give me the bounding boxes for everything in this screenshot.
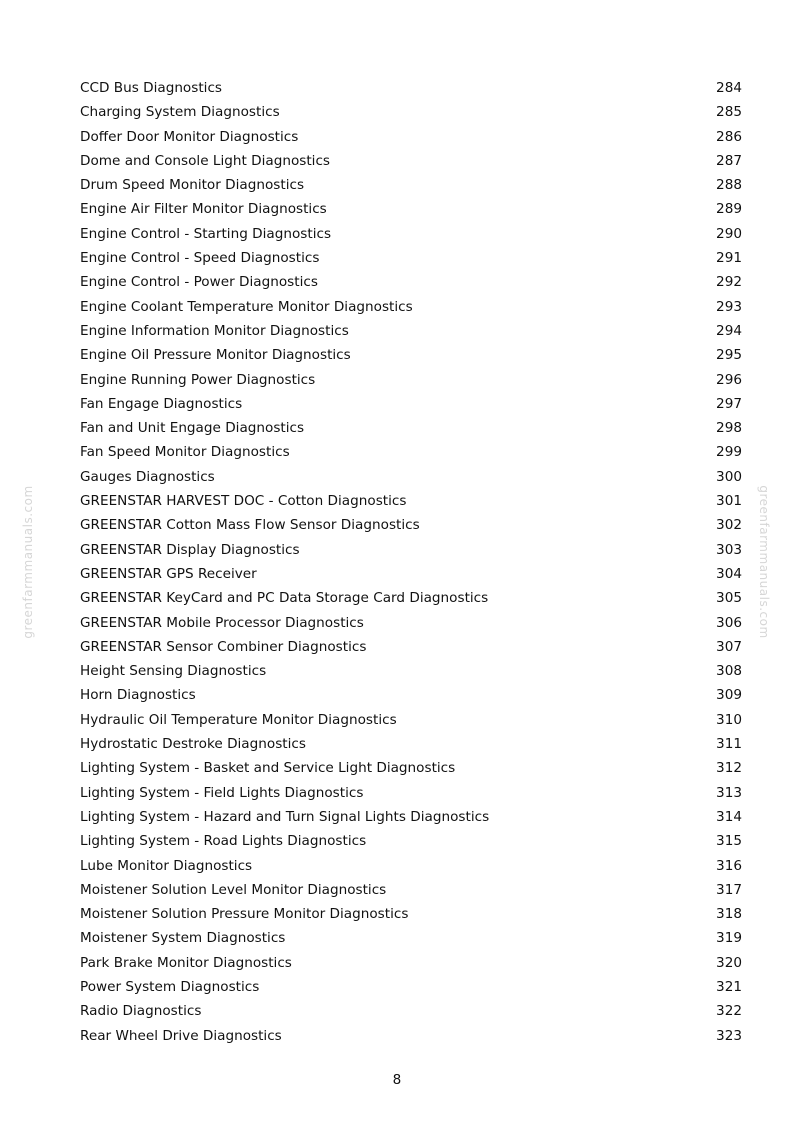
toc-entry-page: 295 xyxy=(716,347,742,364)
toc-entry-page: 315 xyxy=(716,833,742,850)
toc-entry-title: Moistener Solution Pressure Monitor Diagnostics xyxy=(80,906,409,923)
toc-entry-page: 288 xyxy=(716,177,742,194)
table-of-contents xyxy=(80,76,742,1048)
toc-entry-page: 297 xyxy=(716,395,742,412)
toc-entry-page: 316 xyxy=(716,857,742,874)
toc-entry-page: 298 xyxy=(716,420,742,437)
toc-entry-page: 322 xyxy=(716,1003,742,1020)
toc-entry[interactable] xyxy=(80,708,742,732)
toc-entry[interactable] xyxy=(80,732,742,756)
toc-entry-page: 321 xyxy=(716,978,742,995)
toc-entry-page: 300 xyxy=(716,468,742,485)
toc-entry-title: Lube Monitor Diagnostics xyxy=(80,857,253,874)
toc-entry[interactable] xyxy=(80,756,742,780)
toc-entry-page: 313 xyxy=(716,784,742,801)
toc-entry-title: CCD Bus Diagnostics xyxy=(80,80,222,96)
toc-entry[interactable] xyxy=(80,562,742,586)
toc-entry-title: Gauges Diagnostics xyxy=(80,468,215,485)
toc-entry-page: 314 xyxy=(716,808,742,825)
toc-entry-page: 286 xyxy=(716,128,742,145)
toc-entry[interactable] xyxy=(80,683,742,707)
toc-entry[interactable] xyxy=(80,999,742,1023)
toc-entry-title: Moistener System Diagnostics xyxy=(80,930,286,947)
toc-entry[interactable] xyxy=(80,76,742,100)
toc-entry-page: 317 xyxy=(716,881,742,898)
toc-entry[interactable] xyxy=(80,951,742,975)
toc-entry-title: Engine Coolant Temperature Monitor Diagnostics xyxy=(80,298,413,315)
watermark-left: greenfarmmanuals.com xyxy=(21,485,35,639)
toc-entry[interactable] xyxy=(80,173,742,197)
toc-entry[interactable] xyxy=(80,781,742,805)
toc-entry-title: Radio Diagnostics xyxy=(80,1003,202,1020)
toc-entry-title: Fan Engage Diagnostics xyxy=(80,395,243,412)
toc-entry-title: Lighting System - Road Lights Diagnostics xyxy=(80,833,367,850)
toc-entry[interactable] xyxy=(80,829,742,853)
toc-entry-page: 305 xyxy=(716,590,742,607)
toc-entry[interactable] xyxy=(80,465,742,489)
toc-entry-title: Drum Speed Monitor Diagnostics xyxy=(80,177,305,194)
toc-entry[interactable] xyxy=(80,197,742,221)
toc-entry[interactable] xyxy=(80,975,742,999)
toc-entry-title: Engine Running Power Diagnostics xyxy=(80,371,316,388)
toc-entry-page: 304 xyxy=(716,565,742,582)
toc-entry-title: Lighting System - Field Lights Diagnostics xyxy=(80,784,364,801)
toc-entry[interactable] xyxy=(80,586,742,610)
toc-entry-page: 296 xyxy=(716,371,742,388)
toc-entry-title: Engine Air Filter Monitor Diagnostics xyxy=(80,201,327,218)
toc-entry-title: GREENSTAR GPS Receiver xyxy=(80,565,257,582)
toc-entry[interactable] xyxy=(80,611,742,635)
toc-entry-title: Height Sensing Diagnostics xyxy=(80,663,267,680)
toc-entry[interactable] xyxy=(80,125,742,149)
toc-entry-title: Fan Speed Monitor Diagnostics xyxy=(80,444,290,461)
toc-entry-title: Lighting System - Basket and Service Light Diagnostics xyxy=(80,760,456,777)
toc-entry-page: 323 xyxy=(716,1027,742,1044)
toc-entry-title: GREENSTAR KeyCard and PC Data Storage Card Diagnostics xyxy=(80,590,489,607)
toc-entry-page: 311 xyxy=(716,736,742,753)
toc-entry[interactable] xyxy=(80,440,742,464)
toc-entry-title: Engine Control - Power Diagnostics xyxy=(80,274,318,291)
toc-entry[interactable] xyxy=(80,635,742,659)
toc-entry-page: 293 xyxy=(716,298,742,315)
toc-entry-title: GREENSTAR Cotton Mass Flow Sensor Diagnostics xyxy=(80,517,420,534)
toc-entry-page: 299 xyxy=(716,444,742,461)
toc-entry[interactable] xyxy=(80,659,742,683)
toc-entry[interactable] xyxy=(80,100,742,124)
toc-entry-page: 285 xyxy=(716,104,742,121)
toc-entry-title: Engine Control - Speed Diagnostics xyxy=(80,250,320,267)
toc-entry-page: 312 xyxy=(716,760,742,777)
toc-entry[interactable] xyxy=(80,270,742,294)
toc-entry-page: 302 xyxy=(716,517,742,534)
toc-entry-title: Charging System Diagnostics xyxy=(80,104,280,121)
toc-entry-title: Lighting System - Hazard and Turn Signal Lights Diagnostics xyxy=(80,808,490,825)
toc-entry-page: 301 xyxy=(716,493,742,510)
toc-entry-page: 307 xyxy=(716,638,742,655)
toc-entry[interactable] xyxy=(80,246,742,270)
toc-entry-title: Dome and Console Light Diagnostics xyxy=(80,152,331,169)
toc-entry-title: Hydraulic Oil Temperature Monitor Diagnostics xyxy=(80,711,397,728)
toc-entry-title: Moistener Solution Level Monitor Diagnostics xyxy=(80,881,387,898)
toc-entry-page: 287 xyxy=(716,152,742,169)
toc-entry-title: Engine Control - Starting Diagnostics xyxy=(80,225,332,242)
toc-entry-title: Hydrostatic Destroke Diagnostics xyxy=(80,736,306,753)
toc-entry[interactable] xyxy=(80,222,742,246)
toc-entry-title: GREENSTAR Mobile Processor Diagnostics xyxy=(80,614,364,631)
toc-entry-page: 290 xyxy=(716,225,742,242)
toc-entry-title: Engine Oil Pressure Monitor Diagnostics xyxy=(80,347,351,364)
toc-entry[interactable] xyxy=(80,392,742,416)
toc-entry-page: 294 xyxy=(716,322,742,339)
toc-entry-page: 320 xyxy=(716,954,742,971)
toc-entry-title: GREENSTAR Sensor Combiner Diagnostics xyxy=(80,638,367,655)
toc-entry[interactable] xyxy=(80,343,742,367)
toc-entry-page: 318 xyxy=(716,906,742,923)
toc-entry-title: Power System Diagnostics xyxy=(80,978,260,995)
toc-entry[interactable] xyxy=(80,926,742,950)
toc-entry[interactable] xyxy=(80,319,742,343)
toc-entry-page: 308 xyxy=(716,663,742,680)
toc-entry-title: Engine Information Monitor Diagnostics xyxy=(80,322,349,339)
toc-entry-page: 284 xyxy=(716,80,742,96)
toc-entry-page: 310 xyxy=(716,711,742,728)
toc-entry-page: 292 xyxy=(716,274,742,291)
toc-entry-title: Fan and Unit Engage Diagnostics xyxy=(80,420,305,437)
toc-entry[interactable] xyxy=(80,149,742,173)
toc-entry-title: Rear Wheel Drive Diagnostics xyxy=(80,1027,282,1044)
toc-entry-title: Park Brake Monitor Diagnostics xyxy=(80,954,292,971)
toc-entry[interactable] xyxy=(80,1024,742,1048)
toc-entry-title: GREENSTAR Display Diagnostics xyxy=(80,541,300,558)
toc-entry-page: 289 xyxy=(716,201,742,218)
toc-entry[interactable] xyxy=(80,902,742,926)
toc-entry-page: 319 xyxy=(716,930,742,947)
toc-entry-page: 306 xyxy=(716,614,742,631)
watermark-right: greenfarmmanuals.com xyxy=(757,485,771,639)
toc-entry[interactable] xyxy=(80,416,742,440)
toc-entry-title: GREENSTAR HARVEST DOC - Cotton Diagnostics xyxy=(80,493,407,510)
toc-entry[interactable] xyxy=(80,805,742,829)
toc-entry-title: Horn Diagnostics xyxy=(80,687,196,704)
toc-entry-page: 303 xyxy=(716,541,742,558)
toc-entry-page: 291 xyxy=(716,250,742,267)
toc-entry[interactable] xyxy=(80,295,742,319)
toc-entry[interactable] xyxy=(80,513,742,537)
toc-entry-page: 309 xyxy=(716,687,742,704)
toc-entry[interactable] xyxy=(80,878,742,902)
toc-entry-title: Doffer Door Monitor Diagnostics xyxy=(80,128,299,145)
toc-entry[interactable] xyxy=(80,368,742,392)
toc-entry[interactable] xyxy=(80,489,742,513)
page-number: 8 xyxy=(392,1072,402,1088)
toc-entry[interactable] xyxy=(80,854,742,878)
toc-entry[interactable] xyxy=(80,538,742,562)
